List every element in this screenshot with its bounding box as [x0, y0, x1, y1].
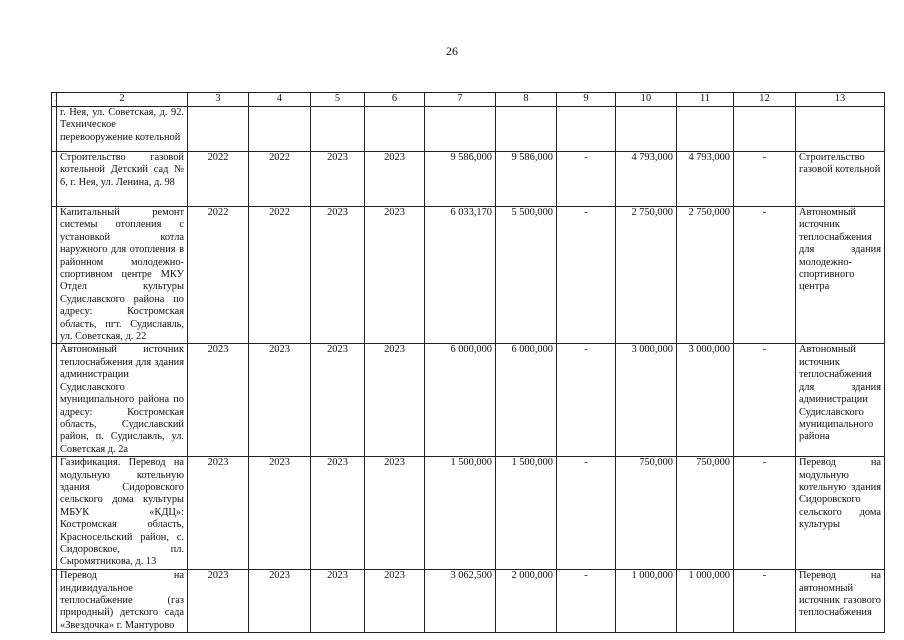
- cell-col-3: [188, 107, 249, 152]
- cell-col-13: Перевод на автономный источник газового теплоснабжения: [796, 570, 885, 633]
- cell-description: Газификация. Перевод на модульную котельную здания Сидоровского сельского дома культуры МБУК «КДЦ»: Костромская область, Красносельский район, с. Сидоровское, пл. Сыромятникова, д. 13: [57, 457, 188, 570]
- cell-col-9: -: [557, 344, 616, 457]
- cell-col-4: 2022: [249, 207, 311, 344]
- cell-description: Перевод на индивидуальное теплоснабжение (газ природный) детского сада «Звездочка» г. Мантурово: [57, 570, 188, 633]
- header-row: [52, 93, 885, 107]
- cell-col-6: 2023: [365, 152, 425, 207]
- cell-col-12: -: [734, 457, 796, 570]
- cell-col-3: 2022: [188, 152, 249, 207]
- cell-col-12: -: [734, 152, 796, 207]
- cell-description: г. Нея, ул. Советская, д. 92. Техническое перевооружение котельной: [57, 107, 188, 152]
- cell-col-12: [734, 107, 796, 152]
- header-cell-1: [52, 93, 57, 107]
- cell-col-8: 2 000,000: [496, 570, 557, 633]
- cell-col-7: 6 000,000: [425, 344, 496, 457]
- cell-col-13: Перевод на модульную котельную здания Сидоровского сельского дома культуры: [796, 457, 885, 570]
- cell-col-8: [496, 107, 557, 152]
- header-cell-7: 7: [425, 93, 496, 107]
- header-cell-2: 2: [57, 93, 188, 107]
- header-cell-5: 5: [311, 93, 365, 107]
- cell-col-5: 2023: [311, 457, 365, 570]
- cell-col-6: 2023: [365, 457, 425, 570]
- header-cell-10: 10: [616, 93, 677, 107]
- cell-col-8: 1 500,000: [496, 457, 557, 570]
- cell-col-10: 2 750,000: [616, 207, 677, 344]
- header-cell-13: 13: [796, 93, 885, 107]
- cell-col-5: [311, 107, 365, 152]
- cell-col-10: [616, 107, 677, 152]
- header-cell-6: 6: [365, 93, 425, 107]
- table-body: [52, 107, 885, 633]
- cell-col-4: 2023: [249, 457, 311, 570]
- cell-col-8: 6 000,000: [496, 344, 557, 457]
- table-row: [52, 152, 885, 207]
- cell-col-5: 2023: [311, 570, 365, 633]
- cell-col-11: 1 000,000: [677, 570, 734, 633]
- cell-col-4: [249, 107, 311, 152]
- header-cell-12: 12: [734, 93, 796, 107]
- cell-col-8: 9 586,000: [496, 152, 557, 207]
- cell-col-3: 2022: [188, 207, 249, 344]
- cell-col-10: 4 793,000: [616, 152, 677, 207]
- cell-col-13: [796, 107, 885, 152]
- cell-col-6: [365, 107, 425, 152]
- cell-col-9: [557, 107, 616, 152]
- cell-col-12: -: [734, 344, 796, 457]
- cell-col-13: Автономный источник теплоснабжения для здания администрации Судиславского муниципального района: [796, 344, 885, 457]
- cell-col-10: 3 000,000: [616, 344, 677, 457]
- cell-col-13: Строительство газовой котельной: [796, 152, 885, 207]
- cell-col-12: -: [734, 570, 796, 633]
- cell-col-10: 750,000: [616, 457, 677, 570]
- cell-col-4: 2023: [249, 570, 311, 633]
- page-number: 26: [446, 44, 458, 58]
- cell-col-8: 5 500,000: [496, 207, 557, 344]
- cell-col-7: 1 500,000: [425, 457, 496, 570]
- cell-col-13: Автономный источник теплоснабжения для здания молодежно-спортивного центра: [796, 207, 885, 344]
- cell-col-9: -: [557, 570, 616, 633]
- cell-col-12: -: [734, 207, 796, 344]
- table-row: [52, 344, 885, 457]
- cell-col-6: 2023: [365, 570, 425, 633]
- cell-col-4: 2022: [249, 152, 311, 207]
- cell-col-7: 3 062,500: [425, 570, 496, 633]
- cell-col-11: 4 793,000: [677, 152, 734, 207]
- table-row: [52, 207, 885, 344]
- header-cell-9: 9: [557, 93, 616, 107]
- header-cell-3: 3: [188, 93, 249, 107]
- cell-description: Строительство газовой котельной Детский сад № 6, г. Нея, ул. Ленина, д. 98: [57, 152, 188, 207]
- cell-col-3: 2023: [188, 457, 249, 570]
- cell-col-7: [425, 107, 496, 152]
- cell-col-11: 750,000: [677, 457, 734, 570]
- header-cell-4: 4: [249, 93, 311, 107]
- header-cell-8: 8: [496, 93, 557, 107]
- cell-col-4: 2023: [249, 344, 311, 457]
- cell-col-7: 9 586,000: [425, 152, 496, 207]
- cell-col-11: 3 000,000: [677, 344, 734, 457]
- cell-col-9: -: [557, 457, 616, 570]
- cell-col-9: -: [557, 207, 616, 344]
- cell-description: Автономный источник теплоснабжения для здания администрации Судиславского муниципального района по адресу: Костромская область, Судиславский район, п. Судиславль, ул. Советская д. 2а: [57, 344, 188, 457]
- cell-col-5: 2023: [311, 152, 365, 207]
- table-row: [52, 457, 885, 570]
- table-row: [52, 570, 885, 633]
- cell-col-5: 2023: [311, 207, 365, 344]
- cell-col-11: [677, 107, 734, 152]
- cell-col-7: 6 033,170: [425, 207, 496, 344]
- header-cell-11: 11: [677, 93, 734, 107]
- cell-col-6: 2023: [365, 207, 425, 344]
- cell-col-3: 2023: [188, 344, 249, 457]
- cell-col-5: 2023: [311, 344, 365, 457]
- cell-col-6: 2023: [365, 344, 425, 457]
- cell-col-10: 1 000,000: [616, 570, 677, 633]
- cell-col-11: 2 750,000: [677, 207, 734, 344]
- data-table: [51, 92, 885, 633]
- cell-col-9: -: [557, 152, 616, 207]
- cell-col-3: 2023: [188, 570, 249, 633]
- table-row: [52, 107, 885, 152]
- cell-description: Капитальный ремонт системы отопления с установкой котла наружного для отопления в районном молодежно-спортивном центре МКУ Отдел культуры Судиславского района по адресу: Костромская область, пгт. Судиславль, ул. Советская, д. 22: [57, 207, 188, 344]
